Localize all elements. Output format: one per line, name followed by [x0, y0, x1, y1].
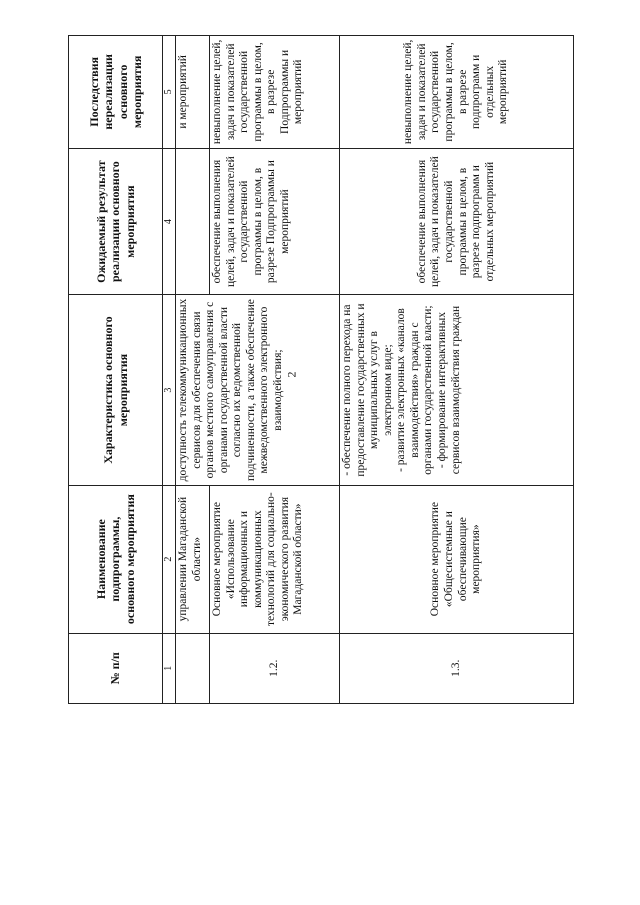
cont-result	[176, 148, 210, 295]
rotated-table-container	[68, 35, 574, 704]
header-character: Характеристика основного мероприятия	[69, 295, 163, 485]
page-number: 2	[284, 371, 299, 378]
header-row	[69, 36, 163, 704]
cont-name: управлении Магаданской области»	[176, 485, 210, 633]
col-number-3: 3	[163, 295, 176, 485]
table-row-continuation	[176, 36, 210, 704]
row-1-2-name: Основное мероприятие «Использование информационных и коммуникационных технологий для социально-экономического развития Магаданской области»	[210, 485, 340, 633]
cont-consequences: и мероприятий	[176, 36, 210, 149]
cont-num	[176, 633, 210, 703]
character-item: - формирование интерактивных сервисов взаимодействия граждан	[435, 305, 462, 475]
row-1-3-consequences: невыполнение целей, задач и показателей государственной программы в целом, в разрезе подпрограмм и отдельных мероприятий	[340, 36, 574, 149]
col-number-4: 4	[163, 148, 176, 295]
header-name: Наименование подпрограммы, основного мероприятия	[69, 485, 163, 633]
row-1-3-name: Основное мероприятие «Общесистемные и обеспечивающие мероприятия»	[340, 485, 574, 633]
row-1-3-character	[340, 295, 574, 485]
col-number-1: 1	[163, 633, 176, 703]
character-item: - развитие электронных «каналов взаимодействия» граждан с органами государственной власти;	[395, 305, 435, 475]
row-1-2-num: 1.2.	[210, 633, 340, 703]
table-row-1-3	[340, 36, 574, 704]
row-1-2-character: доступность телекоммуникационных сервисов для обеспечения связи органов местного самоуправления с органами государственной власти согласно их ведомственной подчиненности, а также обеспечение межведомственного электронного взаимодействия;	[176, 295, 340, 485]
header-consequences: Последствия нереализации основного мероприятия	[69, 36, 163, 149]
column-number-row	[163, 36, 176, 704]
header-num: № п/п	[69, 633, 163, 703]
program-activities-table	[68, 35, 574, 704]
col-number-5: 5	[163, 36, 176, 149]
row-1-2-result: обеспечение выполнения целей, задач и показателей государственной программы в целом, в разрезе Подпрограммы и мероприятий	[210, 148, 340, 295]
character-item: - обеспечение полного перехода на предоставление государственных и муниципальных услуг в электронном виде;	[341, 303, 394, 477]
row-1-3-num: 1.3.	[340, 633, 574, 703]
row-1-3-result: обеспечение выполнения целей, задач и показателей государственной программы в целом, в разрезе подпрограмм и отдельных мероприятий	[340, 148, 574, 295]
header-result: Ожидаемый результат реализации основного мероприятия	[69, 148, 163, 295]
row-1-2-consequences: невыполнение целей, задач и показателей государственной программы в целом, в разрезе Подпрограммы и мероприятий	[210, 36, 340, 149]
col-number-2: 2	[163, 485, 176, 633]
